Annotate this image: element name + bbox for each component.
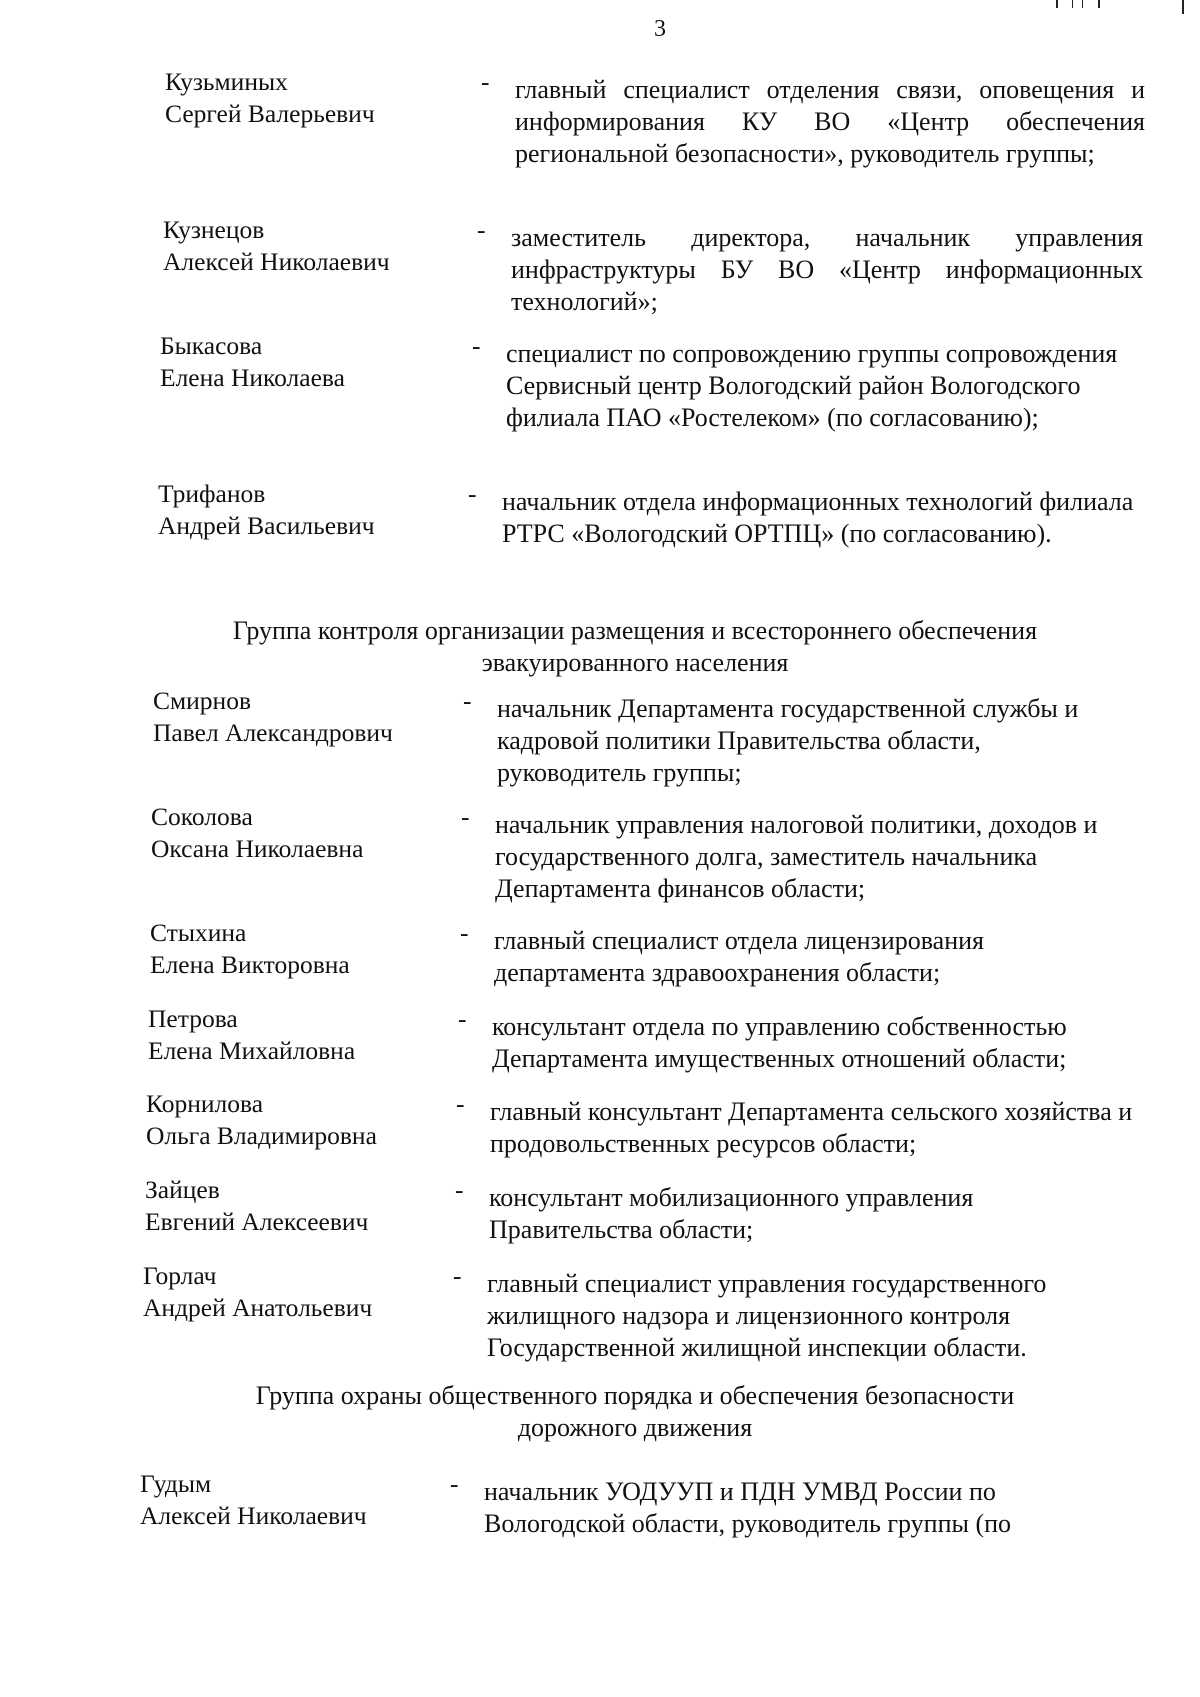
member-name-line: Андрей Васильевич [158, 511, 375, 540]
scan-mark [1098, 0, 1100, 8]
member-dash: - [453, 1261, 462, 1290]
member-name [158, 478, 458, 542]
member-position: начальник УОДУУП и ПДН УМВД России по Вологодской области, руководитель группы (по [484, 1477, 1012, 1538]
member-name-line: Соколова [151, 802, 253, 831]
member-name-line: Алексей Николаевич [140, 1501, 367, 1530]
member-position: начальник отдела информационных технологий филиала РТРС «Вологодский ОРТПЦ» (по согласованию). [502, 487, 1134, 548]
member-entry [165, 66, 1200, 206]
member-name [146, 1088, 446, 1152]
member-position: специалист по сопровождению группы сопровождения Сервисный центр Вологодский район Вологодского филиала ПАО «Ростелеком» (по согласованию); [506, 339, 1118, 432]
member-name-line: Андрей Анатольевич [143, 1293, 373, 1322]
member-dash: - [458, 1004, 467, 1033]
member-name-line: Елена Николаева [160, 363, 345, 392]
member-dash: - [455, 1175, 464, 1204]
member-position: главный консультант Департамента сельского хозяйства и продовольственных ресурсов области; [490, 1097, 1133, 1158]
member-name-line: Трифанов [158, 479, 266, 508]
group-heading [130, 1380, 1140, 1444]
member-name-line: Елена Викторовна [150, 950, 350, 979]
scan-mark [1072, 0, 1073, 8]
member-name-line: Петрова [148, 1004, 238, 1033]
member-name-line: Стыхина [150, 918, 247, 947]
member-name [160, 330, 460, 394]
group-heading-line: дорожного движения [517, 1413, 753, 1442]
member-name [151, 801, 451, 865]
member-position: главный специалист управления государственного жилищного надзора и лицензионного контроля Государственной жилищной инспекции области. [487, 1269, 1047, 1362]
member-name-line: Зайцев [145, 1175, 220, 1204]
member-position: начальник Департамента государственной службы и кадровой политики Правительства области, руководитель группы; [497, 694, 1079, 787]
member-name [163, 214, 463, 278]
group-heading [130, 615, 1140, 679]
member-name-line: Горлач [143, 1261, 217, 1290]
member-name-line: Корнилова [146, 1089, 264, 1118]
member-name-line: Павел Александрович [153, 718, 393, 747]
member-name-line: Алексей Николаевич [163, 247, 390, 276]
member-name-line: Гудым [140, 1469, 212, 1498]
member-entry [143, 1260, 1200, 1400]
member-dash: - [461, 802, 470, 831]
group-heading-line: эвакуированного населения [481, 648, 789, 677]
member-position: заместитель директора, начальник управления инфраструктуры БУ ВО «Центр информационных технологий»; [511, 223, 1143, 316]
group-heading-line: Группа контроля организации размещения и всестороннего обеспечения [232, 616, 1038, 645]
member-entry [140, 1468, 1200, 1608]
member-name [165, 66, 465, 130]
member-name-line: Сергей Валерьевич [165, 99, 375, 128]
member-dash: - [468, 479, 477, 508]
member-position: главный специалист отделения связи, оповещения и информирования КУ ВО «Центр обеспечения региональной безопасности», руководитель группы; [515, 75, 1145, 168]
member-entry [158, 478, 1200, 618]
member-dash: - [481, 67, 490, 96]
member-position: главный специалист отдела лицензирования департамента здравоохранения области; [494, 926, 984, 987]
member-name [145, 1174, 445, 1238]
scan-mark [1182, 0, 1184, 14]
member-name [140, 1468, 440, 1532]
member-name-line: Быкасова [160, 331, 263, 360]
scan-mark [1082, 0, 1083, 8]
member-dash: - [472, 331, 481, 360]
member-dash: - [456, 1089, 465, 1118]
member-dash: - [463, 686, 472, 715]
member-name-line: Оксана Николаевна [151, 834, 364, 863]
member-name [143, 1260, 443, 1324]
member-position: консультант мобилизационного управления Правительства области; [489, 1183, 974, 1244]
member-name-line: Евгений Алексеевич [145, 1207, 369, 1236]
member-dash: - [460, 918, 469, 947]
member-dash: - [450, 1469, 459, 1498]
member-position: начальник управления налоговой политики, доходов и государственного долга, заместитель начальника Департамента финансов области; [495, 810, 1098, 903]
member-name-line: Смирнов [153, 686, 251, 715]
member-position: консультант отдела по управлению собственностью Департамента имущественных отношений области; [492, 1012, 1067, 1073]
member-name-line: Кузьминых [165, 67, 288, 96]
member-name [153, 685, 453, 749]
group-heading-line: Группа охраны общественного порядка и обеспечения безопасности [255, 1381, 1015, 1410]
page-number: 3 [654, 16, 666, 42]
member-name-line: Кузнецов [163, 215, 265, 244]
scan-mark [1056, 0, 1058, 8]
member-entry [160, 330, 1200, 470]
member-name [148, 1003, 448, 1067]
member-name-line: Ольга Владимировна [146, 1121, 377, 1150]
member-name [150, 917, 450, 981]
member-dash: - [477, 215, 486, 244]
member-name-line: Елена Михайловна [148, 1036, 356, 1065]
